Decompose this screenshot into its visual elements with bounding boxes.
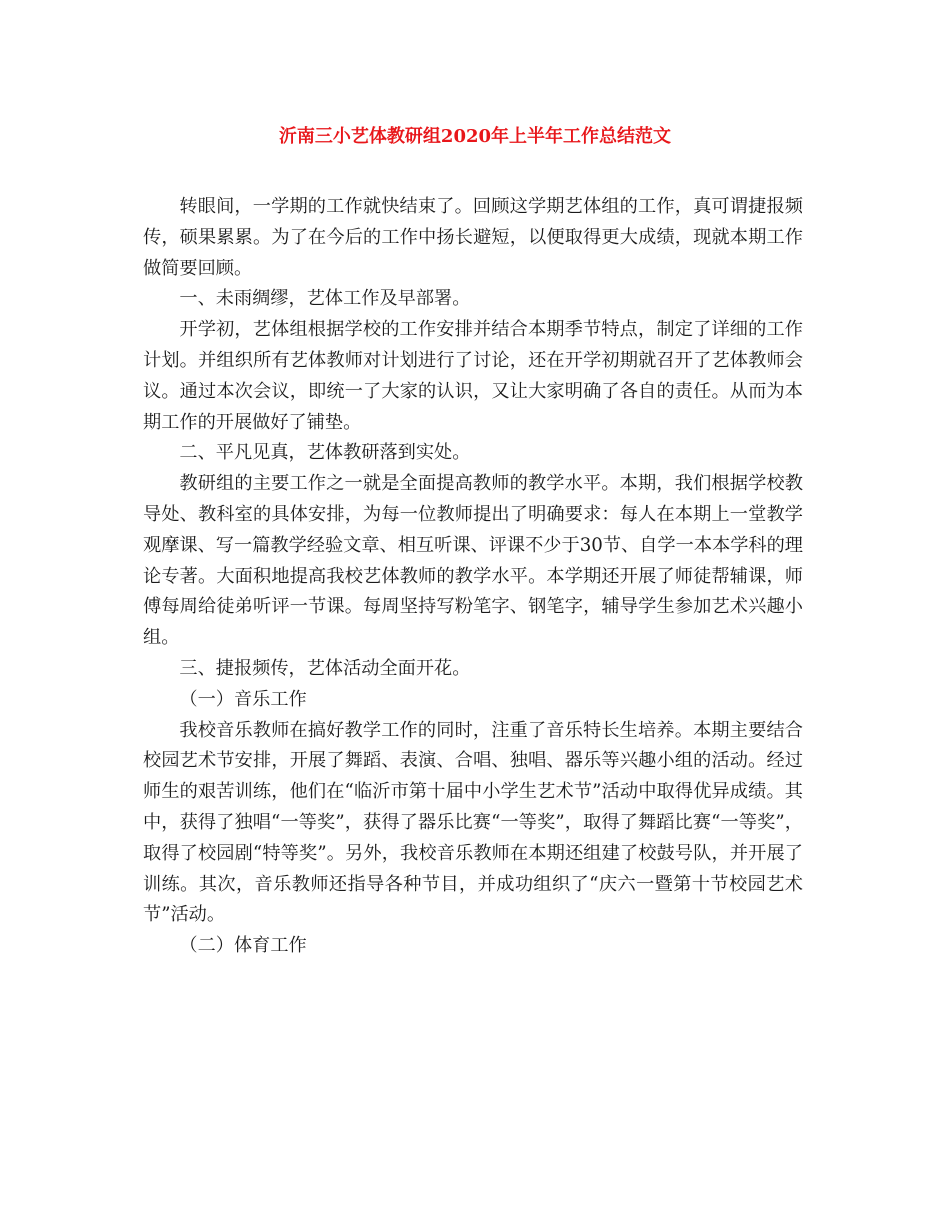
section-heading-1: 一、未雨绸缪，艺体工作及早部署。 xyxy=(179,288,471,310)
section-heading-2: 二、平凡见真，艺体教研落到实处。 xyxy=(179,442,471,464)
paragraph-teaching-research: 教研组的主要工作之一就是全面提高教师的教学水平。本期，我们根据学校教导处、教科室的具体安排，为每一位教师提出了明确要求：每人在本期上一堂教学观摩课、写一篇教学经验文章、相互听课、评课不少于30节、自学一本本学科的理论专著。大面积地提高我校艺体教师的教学水平。本学期还开展了师徒帮辅课，师傅每周给徒弟听评一节课。每周坚持写粉笔字、钢笔字，辅导学生参加艺术兴趣小组。 xyxy=(143,473,803,649)
subsection-heading-music: （一）音乐工作 xyxy=(179,688,307,710)
document-body xyxy=(143,192,803,962)
paragraph-music-work: 我校音乐教师在搞好教学工作的同时，注重了音乐特长生培养。本期主要结合校园艺术节安排，开展了舞蹈、表演、合唱、独唱、器乐等兴趣小组的活动。经过师生的艰苦训练，他们在“临沂市第十届中小学生艺术节”活动中取得优异成绩。其中，获得了独唱“一等奖”，获得了器乐比赛“一等奖”，取得了舞蹈比赛“一等奖”，取得了校园剧“特等奖”。另外，我校音乐教师在本期还组建了校鼓号队，并开展了训练。其次，音乐教师还指导各种节目，并成功组织了“庆六一暨第十节校园艺术节”活动。 xyxy=(143,719,803,926)
section-heading-3: 三、捷报频传，艺体活动全面开花。 xyxy=(179,657,471,679)
subsection-heading-pe: （二）体育工作 xyxy=(179,935,307,957)
document-title: 沂南三小艺体教研组2020年上半年工作总结范文 xyxy=(278,126,672,147)
paragraph-planning: 开学初，艺体组根据学校的工作安排并结合本期季节特点，制定了详细的工作计划。并组织所有艺体教师对计划进行了讨论，还在开学初期就召开了艺体教师会议。通过本次会议，即统一了大家的认识，又让大家明确了各自的责任。从而为本期工作的开展做好了铺垫。 xyxy=(143,319,803,433)
paragraph-intro: 转眼间，一学期的工作就快结束了。回顾这学期艺体组的工作，真可谓捷报频传，硕果累累。为了在今后的工作中扬长避短，以便取得更大成绩，现就本期工作做简要回顾。 xyxy=(143,196,803,279)
